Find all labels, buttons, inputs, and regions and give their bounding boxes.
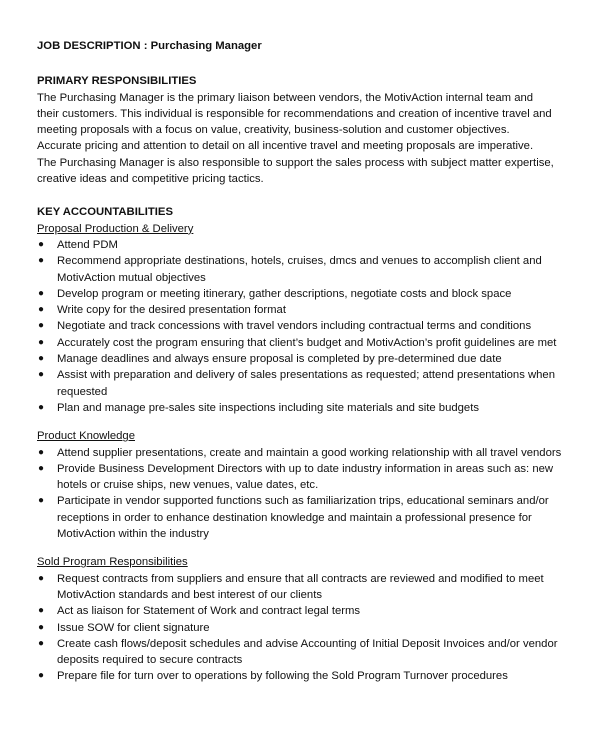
paragraph-line: creative ideas and competitive pricing tactics. bbox=[37, 173, 264, 186]
list-item bbox=[37, 367, 570, 400]
list-item bbox=[37, 335, 570, 351]
bullet-icon: ● bbox=[38, 605, 45, 617]
sold-program-list bbox=[37, 571, 570, 685]
paragraph-line: their customers. This individual is responsible for recommendations and creation of incentive travel and bbox=[37, 107, 552, 120]
list-item-text: Prepare file for turn over to operations by following the Sold Program Turnover procedures bbox=[57, 670, 508, 683]
list-item-text: Negotiate and track concessions with travel vendors including contractual terms and conditions bbox=[57, 320, 532, 333]
list-item-text: Participate in vendor supported functions such as familiarization trips, educational seminars and/or receptions in order to enhance destination knowledge and maintain a professional presence for MotivAction within the industry bbox=[57, 495, 549, 541]
bullet-icon: ● bbox=[38, 462, 45, 474]
paragraph-line: The Purchasing Manager is also responsible to support the sales process with subject matter expertise, bbox=[37, 156, 554, 169]
list-item-text: Plan and manage pre-sales site inspections including site materials and site budgets bbox=[57, 401, 479, 414]
list-item bbox=[37, 571, 570, 604]
primary-responsibilities-paragraph bbox=[37, 90, 570, 188]
list-item bbox=[37, 603, 570, 619]
list-item bbox=[37, 237, 570, 253]
bullet-icon: ● bbox=[38, 320, 45, 332]
list-item bbox=[37, 318, 570, 334]
bullet-icon: ● bbox=[38, 255, 45, 267]
list-item bbox=[37, 302, 570, 318]
bullet-icon: ● bbox=[38, 637, 45, 649]
bullet-icon: ● bbox=[38, 304, 45, 316]
section-title-product-knowledge: Product Knowledge bbox=[37, 430, 135, 443]
list-item-text: Develop program or meeting itinerary, gather descriptions, negotiate costs and block space bbox=[57, 287, 512, 300]
list-item-text: Act as liaison for Statement of Work and contract legal terms bbox=[57, 605, 361, 618]
section-title-proposal-production: Proposal Production & Delivery bbox=[37, 222, 194, 235]
list-item bbox=[37, 493, 570, 542]
proposal-production-list bbox=[37, 237, 570, 416]
list-item bbox=[37, 253, 570, 286]
list-item-text: Assist with preparation and delivery of sales presentations as requested; attend presentations when requested bbox=[57, 369, 555, 398]
product-knowledge-list bbox=[37, 445, 570, 543]
list-item bbox=[37, 445, 570, 461]
bullet-icon: ● bbox=[38, 621, 45, 633]
paragraph-line: The Purchasing Manager is the primary liaison between vendors, the MotivAction internal team and bbox=[37, 91, 534, 104]
list-item-text: Manage deadlines and always ensure proposal is completed by pre-determined due date bbox=[57, 353, 502, 366]
bullet-icon: ● bbox=[38, 238, 45, 250]
section-title-sold-program: Sold Program Responsibilities bbox=[37, 556, 188, 569]
bullet-icon: ● bbox=[38, 336, 45, 348]
bullet-icon: ● bbox=[38, 353, 45, 365]
bullet-icon: ● bbox=[38, 401, 45, 413]
list-item-text: Attend PDM bbox=[57, 238, 118, 251]
key-accountabilities-heading: KEY ACCOUNTABILITIES bbox=[37, 206, 173, 219]
list-item bbox=[37, 461, 570, 494]
bullet-icon: ● bbox=[38, 446, 45, 458]
list-item bbox=[37, 668, 570, 684]
bullet-icon: ● bbox=[38, 287, 45, 299]
list-item bbox=[37, 636, 570, 669]
bullet-icon: ● bbox=[38, 670, 45, 682]
list-item bbox=[37, 620, 570, 636]
bullet-icon: ● bbox=[38, 572, 45, 584]
bullet-icon: ● bbox=[38, 369, 45, 381]
bullet-icon: ● bbox=[38, 495, 45, 507]
list-item-text: Create cash flows/deposit schedules and advise Accounting of Initial Deposit Invoices and/or vendor deposits required to secure contracts bbox=[57, 637, 558, 667]
list-item bbox=[37, 400, 570, 416]
list-item-text: Provide Business Development Directors with up to date industry information in areas such as: new hotels or cruise ships, new venues, value dates, etc. bbox=[57, 462, 554, 492]
list-item-text: Issue SOW for client signature bbox=[57, 621, 210, 634]
list-item-text: Accurately cost the program ensuring that client’s budget and MotivAction’s profit guidelines are met bbox=[57, 336, 557, 349]
list-item-text: Recommend appropriate destinations, hotels, cruises, dmcs and venues to accomplish client and MotivAction mutual objectives bbox=[57, 255, 542, 284]
paragraph-line: Accurate pricing and attention to detail on all incentive travel and meeting proposals are imperative. bbox=[37, 140, 534, 153]
list-item-text: Request contracts from suppliers and ensure that all contracts are reviewed and modified to meet MotivAction standards and best interest of our clients bbox=[57, 572, 544, 601]
list-item bbox=[37, 286, 570, 302]
paragraph-line: meeting proposals with a focus on value, creativity, business-solution and customer objectives. bbox=[37, 124, 510, 137]
document-title: JOB DESCRIPTION : Purchasing Manager bbox=[37, 40, 262, 52]
primary-responsibilities-heading: PRIMARY RESPONSIBILITIES bbox=[37, 75, 197, 88]
list-item bbox=[37, 351, 570, 367]
list-item-text: Write copy for the desired presentation format bbox=[57, 304, 286, 317]
list-item-text: Attend supplier presentations, create and maintain a good working relationship with all travel vendors bbox=[57, 446, 562, 459]
